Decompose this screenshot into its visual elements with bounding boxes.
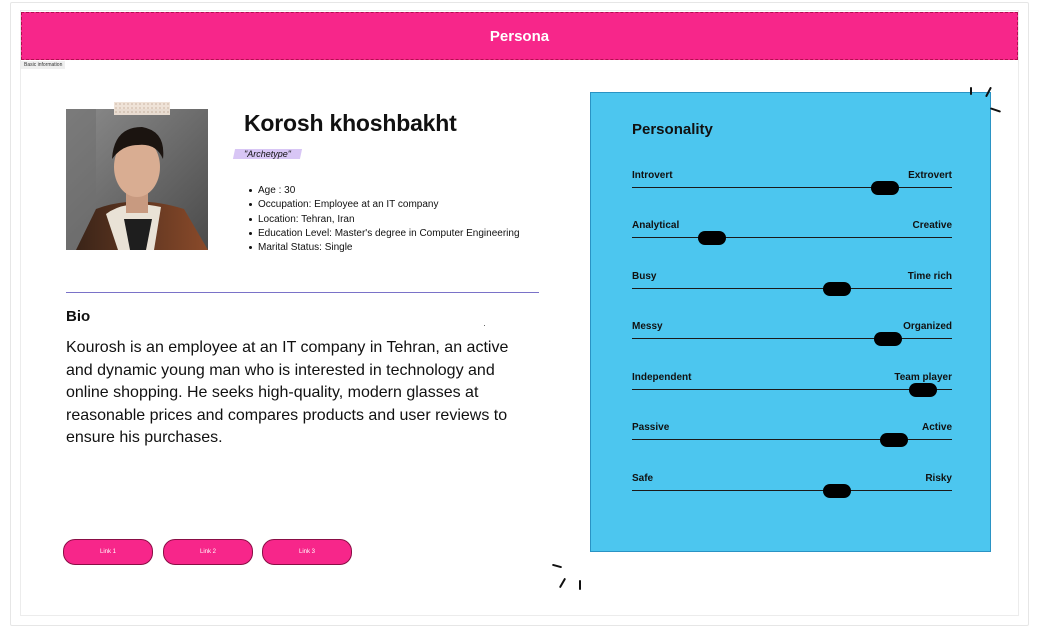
- trait-slider-handle[interactable]: [874, 332, 902, 346]
- trait-right-label: Active: [921, 422, 952, 433]
- trait-introvert-extrovert: [632, 170, 952, 200]
- bio-heading: Bio: [66, 308, 91, 325]
- info-occupation: Occupation: Employee at an IT company: [248, 198, 520, 212]
- link-3-button[interactable]: Link 3: [262, 539, 352, 565]
- stray-dot: [484, 325, 485, 326]
- info-age: Age : 30: [248, 184, 520, 198]
- info-education: Education Level: Master's degree in Computer Engineering: [248, 227, 520, 241]
- personality-title: Personality: [632, 121, 713, 138]
- bio-text: Kourosh is an employee at an IT company in Tehran, an active and dynamic young man who is interested in technology and online shopping. He seeks high-quality, modern glasses at reasonable prices and compares products and user reviews to ensure his purchases.: [66, 339, 509, 447]
- trait-slider-handle[interactable]: [909, 383, 937, 397]
- trait-busy-time-rich: [632, 271, 952, 301]
- page-title: Persona: [489, 27, 550, 45]
- trait-left-label: Safe: [632, 473, 654, 484]
- personality-panel: [590, 92, 991, 552]
- trait-safe-risky: [632, 473, 952, 503]
- trait-analytical-creative: [632, 220, 952, 250]
- persona-name: Korosh khoshbakht: [244, 110, 457, 136]
- trait-right-label: Team player: [894, 372, 952, 383]
- sketch-mark: [970, 87, 972, 95]
- trait-right-label: Risky: [925, 473, 952, 484]
- trait-left-label: Introvert: [632, 170, 673, 181]
- trait-slider-handle[interactable]: [823, 484, 851, 498]
- trait-track: [632, 389, 952, 390]
- trait-right-label: Time rich: [907, 271, 952, 282]
- trait-track: [632, 237, 952, 238]
- trait-slider-handle[interactable]: [871, 181, 899, 195]
- trait-right-label: Creative: [912, 220, 952, 231]
- tape-decoration: [114, 102, 170, 115]
- info-location: Location: Tehran, Iran: [248, 213, 520, 227]
- trait-left-label: Analytical: [632, 220, 680, 231]
- trait-track: [632, 288, 952, 289]
- trait-left-label: Busy: [632, 271, 657, 282]
- profile-photo: [66, 109, 208, 250]
- trait-right-label: Organized: [903, 321, 952, 332]
- archetype-tag: [233, 149, 302, 159]
- section-label: Basic information: [21, 61, 65, 69]
- trait-track: [632, 338, 952, 339]
- basic-info-list: [248, 184, 520, 255]
- sketch-mark: [579, 580, 581, 590]
- trait-right-label: Extrovert: [908, 170, 952, 181]
- trait-passive-active: [632, 422, 952, 452]
- archetype-label: "Archetype": [244, 149, 291, 159]
- info-marital-status: Marital Status: Single: [248, 241, 520, 255]
- trait-slider-handle[interactable]: [698, 231, 726, 245]
- trait-track: [632, 187, 952, 188]
- link-2-button[interactable]: Link 2: [163, 539, 253, 565]
- trait-independent-team-player: [632, 372, 952, 402]
- trait-messy-organized: [632, 321, 952, 351]
- link-1-button[interactable]: Link 1: [63, 539, 153, 565]
- section-divider: [66, 292, 539, 293]
- trait-left-label: Independent: [632, 372, 692, 383]
- header-bar: [21, 12, 1018, 60]
- trait-slider-handle[interactable]: [880, 433, 908, 447]
- trait-left-label: Passive: [632, 422, 670, 433]
- trait-slider-handle[interactable]: [823, 282, 851, 296]
- portrait-image: [66, 109, 208, 250]
- trait-left-label: Messy: [632, 321, 663, 332]
- trait-track: [632, 490, 952, 491]
